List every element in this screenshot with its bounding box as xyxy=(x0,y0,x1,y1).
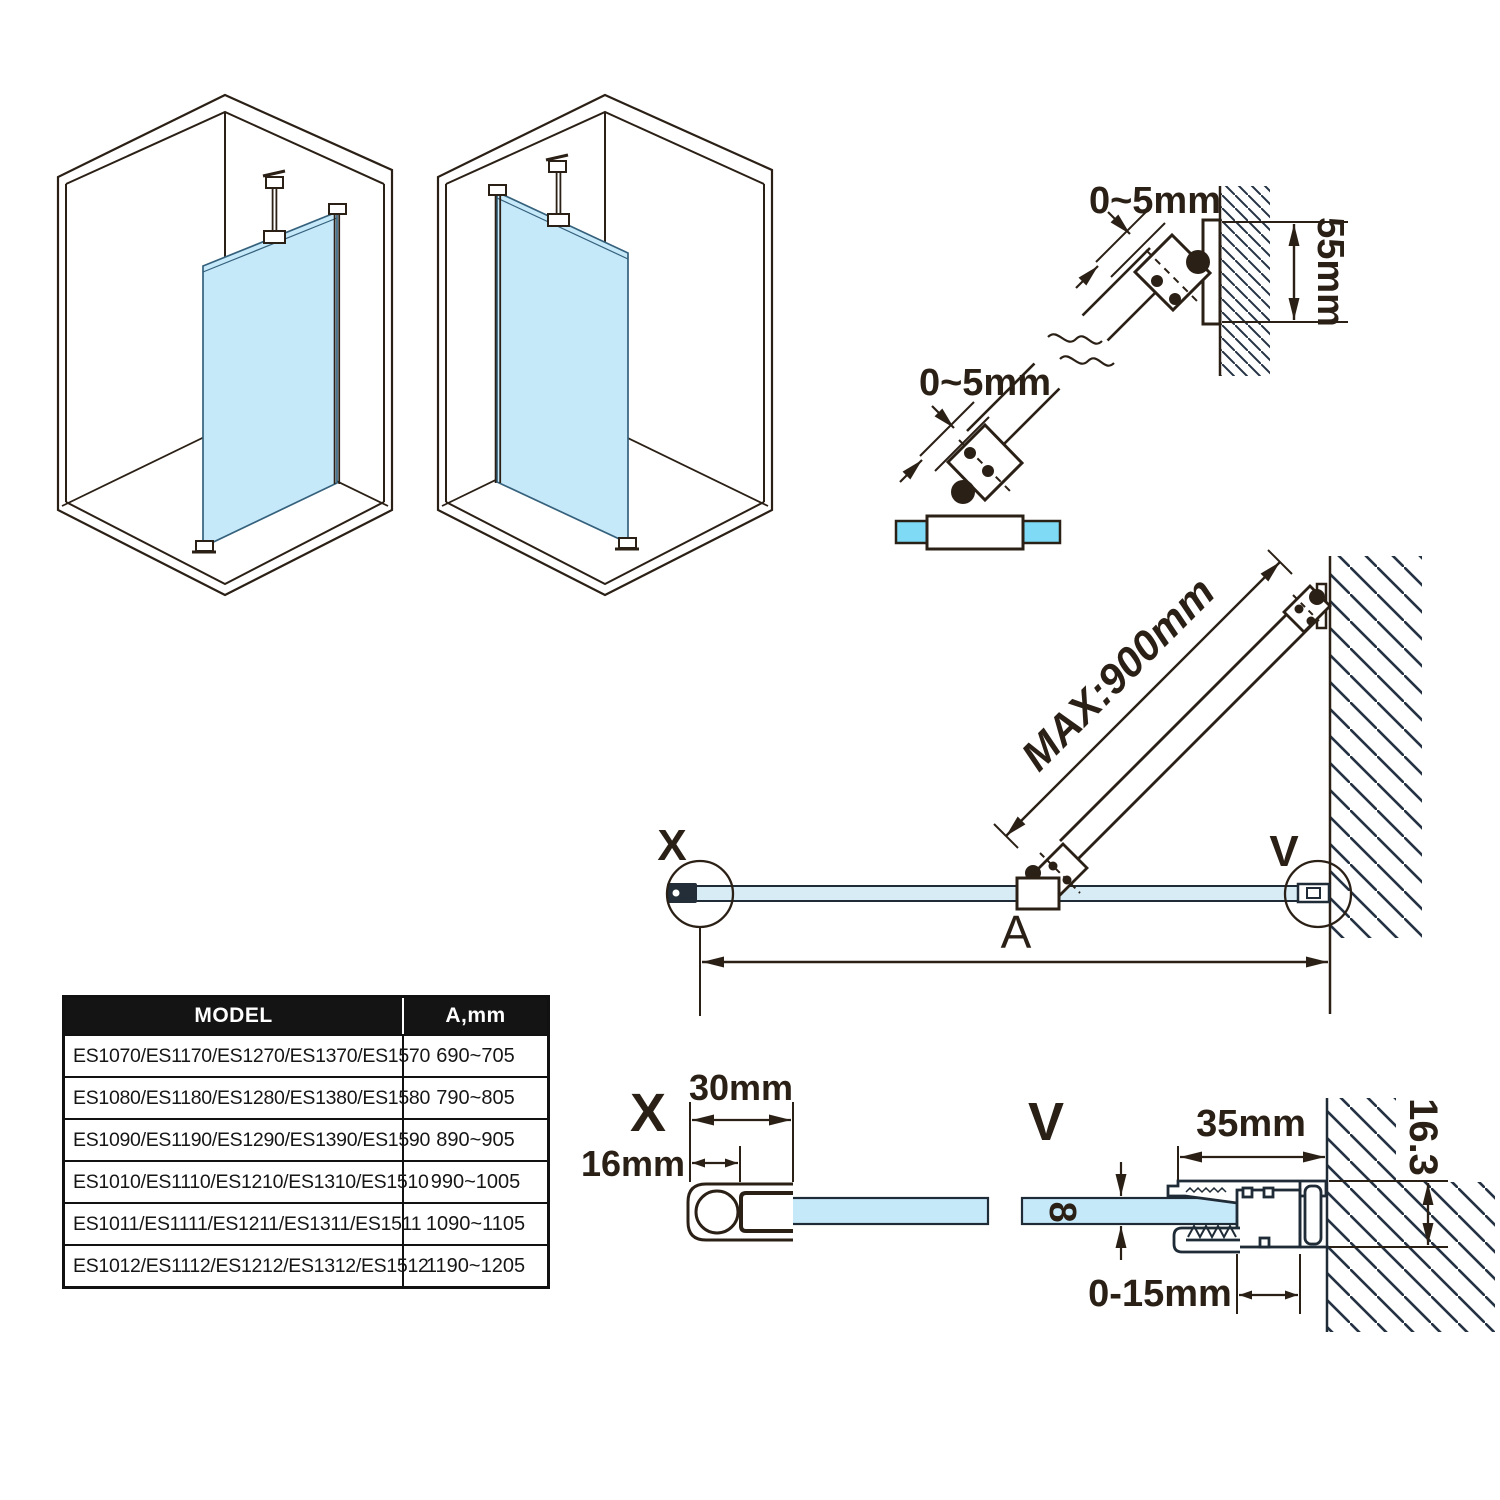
ceiling-support-bar xyxy=(263,171,285,243)
model-cell: ES1080/ES1180/ES1280/ES1380/ES1580 xyxy=(65,1078,404,1118)
wall-depth-label: 55mm xyxy=(1309,217,1351,327)
section-v-adjust-label: 0-15mm xyxy=(1088,1273,1232,1315)
model-cell: ES1010/ES1110/ES1210/ES1310/ES1510 xyxy=(65,1162,404,1202)
wall-hatch xyxy=(1220,186,1270,376)
model-cell: ES1070/ES1170/ES1270/ES1370/ES1570 xyxy=(65,1036,404,1076)
a-mm-cell: 1090~1105 xyxy=(425,1212,526,1235)
isometric-view-left-mounted xyxy=(438,95,772,595)
wall-profile-plan xyxy=(1298,884,1329,902)
section-v-width-label: 35mm xyxy=(1196,1103,1306,1145)
floor-foot xyxy=(192,541,216,552)
width-a-label: A xyxy=(1000,906,1032,958)
model-cell: ES1090/ES1190/ES1290/ES1390/ES1590 xyxy=(65,1120,404,1160)
a-mm-header: A,mm xyxy=(445,1004,506,1027)
table-row xyxy=(65,1076,547,1118)
wall-hatch xyxy=(1330,556,1422,938)
table-row xyxy=(65,1202,547,1244)
pivot-dot xyxy=(951,480,975,504)
section-x-label: X xyxy=(629,1083,667,1143)
end-cap-profile xyxy=(667,883,697,903)
max-length-label: MAX:900mm xyxy=(1012,568,1224,780)
upper-swivel-bracket xyxy=(1135,235,1210,310)
section-detail-x xyxy=(581,1067,988,1240)
spec-table-header xyxy=(65,998,547,1034)
gap-bottom-label: 0~5mm xyxy=(918,362,1052,404)
wall-bracket-plan xyxy=(1284,584,1330,632)
glass-panel-plan xyxy=(696,886,1298,901)
table-row xyxy=(65,1244,547,1286)
model-header: MODEL xyxy=(65,998,404,1034)
isometric-view-right-mounted xyxy=(58,95,392,595)
support-bar-bracket-detail xyxy=(896,180,1351,549)
glass-thickness-label: 8 xyxy=(1041,1201,1083,1223)
gap-top-label: 0~5mm xyxy=(1088,180,1222,222)
section-v-label: V xyxy=(1027,1092,1065,1152)
glass-clamp xyxy=(927,516,1023,549)
section-x-width-label: 30mm xyxy=(688,1067,794,1108)
a-mm-cell: 1190~1205 xyxy=(425,1254,526,1277)
glass-segment xyxy=(896,521,927,543)
a-mm-cell: 890~905 xyxy=(436,1128,515,1151)
model-cell: ES1011/ES1111/ES1211/ES1311/ES1511 xyxy=(65,1204,404,1244)
a-mm-cell: 790~805 xyxy=(436,1086,515,1109)
marker-v-label: V xyxy=(1269,827,1299,876)
table-row xyxy=(65,1118,547,1160)
a-mm-cell: 990~1005 xyxy=(430,1170,521,1193)
table-row xyxy=(65,1034,547,1076)
floor-foot xyxy=(615,538,639,549)
a-mm-cell: 690~705 xyxy=(436,1044,515,1067)
marker-x-label: X xyxy=(657,821,687,870)
glass-segment xyxy=(1023,521,1060,543)
spec-table xyxy=(62,995,550,1289)
section-v-depth-label: 16.3 xyxy=(1401,1098,1445,1176)
table-row xyxy=(65,1160,547,1202)
section-detail-v xyxy=(1022,1092,1500,1332)
plan-view xyxy=(657,550,1422,1016)
model-cell: ES1012/ES1112/ES1212/ES1312/ES1512 xyxy=(65,1246,404,1286)
pivot-dot xyxy=(1186,250,1210,274)
section-x-inset-label: 16mm xyxy=(580,1143,686,1184)
glass-panel xyxy=(203,212,337,547)
ceiling-support-bar xyxy=(546,155,569,226)
glass-panel xyxy=(497,192,628,543)
spec-table-body xyxy=(65,1034,547,1286)
